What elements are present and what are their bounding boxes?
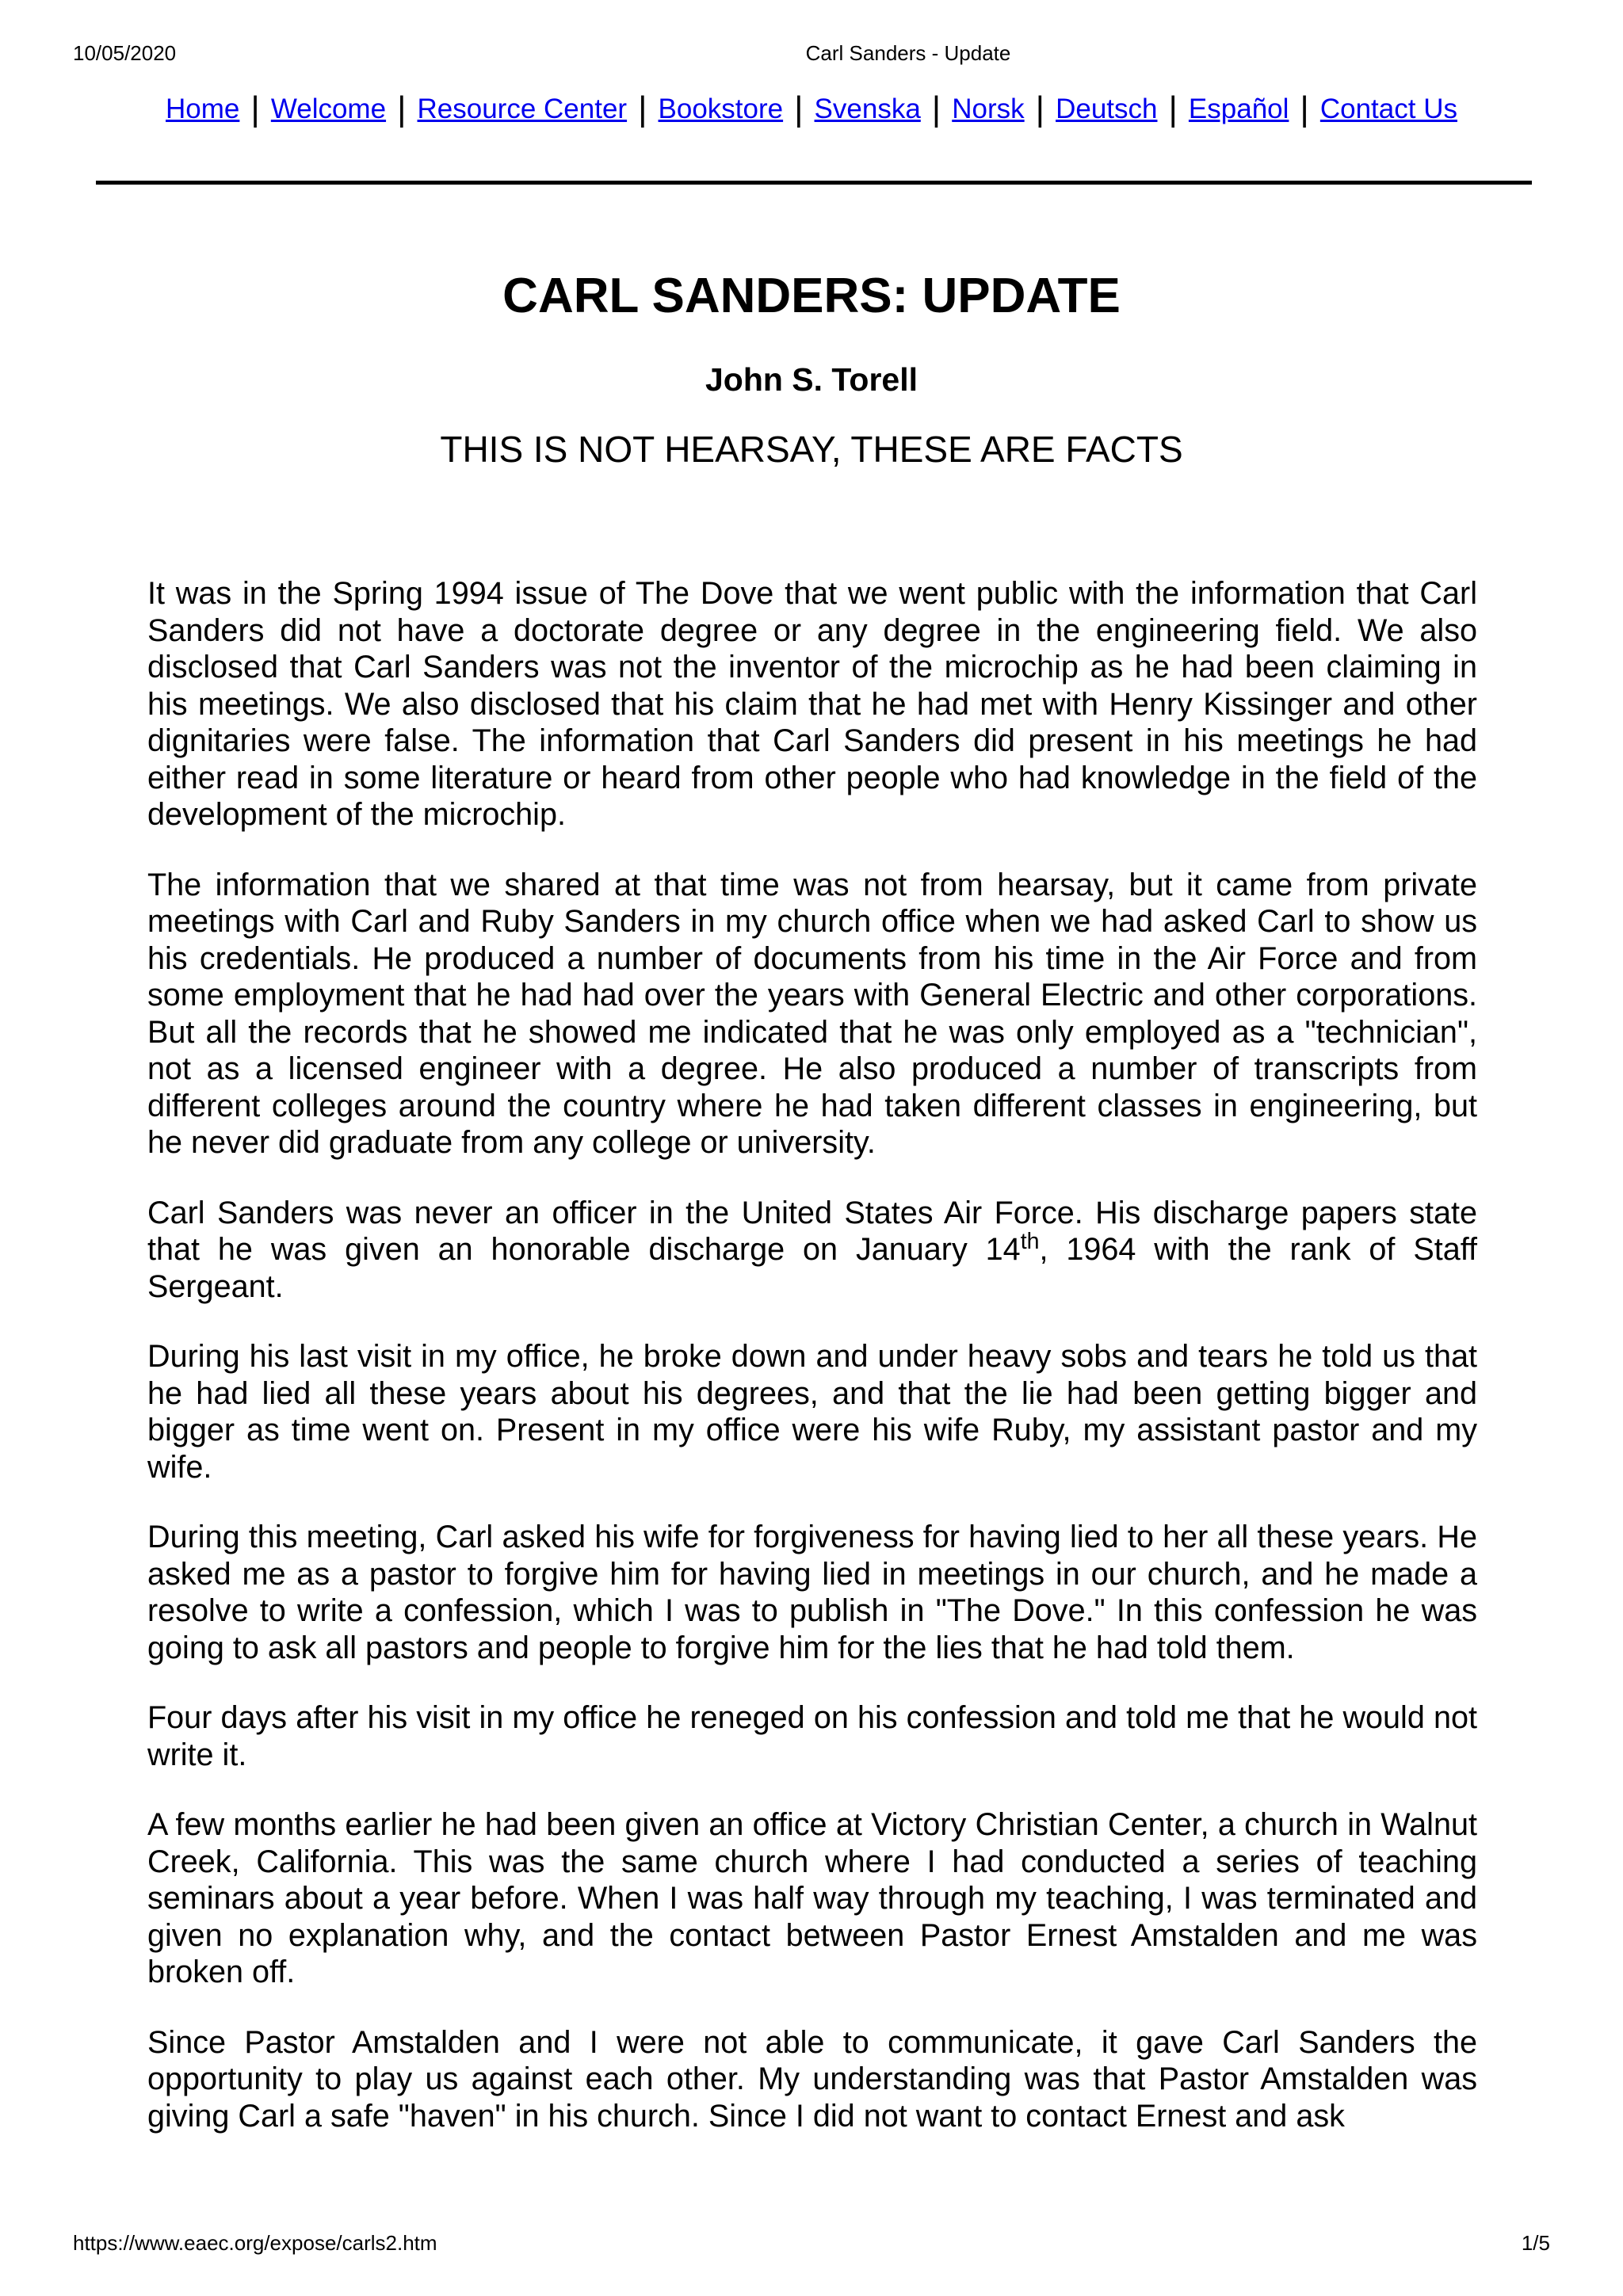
horizontal-divider (96, 181, 1532, 185)
paragraph: During his last visit in my office, he broke down and under heavy sobs and tears he told us that he had lied all these years about his degrees, and that the lie had been getting bigger and bigger as time went on. Present in my office were his wife Ruby, my assistant pastor and my wife. (147, 1339, 1477, 1485)
nav-separator: | (794, 90, 804, 128)
paragraph: Since Pastor Amstalden and I were not able to communicate, it gave Carl Sanders the opportunity to play us against each other. My understanding was that Pastor Amstalden was giving Carl a safe "haven" in his church. Since I did not want to contact Ernest and ask (147, 2024, 1477, 2134)
paragraph: A few months earlier he had been given an office at Victory Christian Center, a church in Walnut Creek, California. This was the same church where I had conducted a series of teaching seminars about a year before. When I was half way through my teaching, I was terminated and given no explanation why, and the contact between Pastor Ernest Amstalden and me was broken off. (147, 1807, 1477, 1989)
paragraph-text: Carl Sanders was never an officer in the United States Air Force. His discharge papers state that he was given an honorable discharge on January 14 (147, 1195, 1477, 1267)
nav-separator: | (931, 90, 941, 128)
nav-separator: | (1035, 90, 1045, 128)
paragraph (147, 1195, 1477, 1306)
nav-separator: | (638, 90, 647, 128)
print-date: 10/05/2020 (73, 41, 177, 65)
nav-link-norsk[interactable]: Norsk (952, 93, 1025, 124)
nav-link-deutsch[interactable]: Deutsch (1056, 93, 1158, 124)
article-author: John S. Torell (705, 361, 918, 398)
nav-link-bookstore[interactable]: Bookstore (658, 93, 784, 124)
print-page-number: 1/5 (1521, 2231, 1550, 2255)
article-title: CARL SANDERS: UPDATE (502, 269, 1121, 323)
article-subtitle: THIS IS NOT HEARSAY, THESE ARE FACTS (440, 429, 1183, 470)
nav-separator: | (1168, 90, 1178, 128)
paragraph: It was in the Spring 1994 issue of The Dove that we went public with the information that Carl Sanders did not have a doctorate degree or any degree in the engineering field. We also disclosed that Carl Sanders was not the inventor of the microchip as he had been claiming in his meetings. We also disclosed that his claim that he had met with Henry Kissinger and other dignitaries were false. The information that Carl Sanders did present in his meetings he had either read in some literature or heard from other people who had knowledge in the field of the development of the microchip. (147, 576, 1477, 832)
paragraph: During this meeting, Carl asked his wife for forgiveness for having lied to her all these years. He asked me as a pastor to forgive him for having lied in meetings in our church, and he made a resolve to write a confession, which I was to publish in "The Dove." In this confession he was going to ask all pastors and people to forgive him for the lies that he had told them. (147, 1520, 1477, 1665)
nav-link-contact-us[interactable]: Contact Us (1319, 93, 1457, 124)
nav-link-welcome[interactable]: Welcome (270, 93, 387, 124)
nav-separator: | (250, 90, 260, 128)
paragraph: Four days after his visit in my office he reneged on his confession and told me that he would not write it. (147, 1700, 1477, 1772)
nav-separator: | (397, 90, 407, 128)
top-navigation (0, 90, 1623, 128)
print-url: https://www.eaec.org/expose/carls2.htm (73, 2231, 437, 2255)
nav-link-espanol[interactable]: Español (1188, 93, 1289, 124)
paragraph: The information that we shared at that time was not from hearsay, but it came from private meetings with Carl and Ruby Sanders in my church office when we had asked Carl to show us his credentials. He produced a number of documents from his time in the Air Force and from some employment that he had had over the years with General Electric and other corporations. But all the records that he showed me indicated that he was only employed as a "technician", not as a licensed engineer with a degree. He also produced a number of transcripts from different colleges around the country where he had taken different classes in engineering, but he never did graduate from any college or university. (147, 867, 1477, 1160)
article-body (147, 575, 1477, 2168)
nav-separator: | (1300, 90, 1309, 128)
print-page-title: Carl Sanders - Update (805, 41, 1011, 65)
nav-link-home[interactable]: Home (166, 93, 240, 124)
nav-link-resource-center[interactable]: Resource Center (417, 93, 628, 124)
ordinal-suffix: th (1020, 1228, 1040, 1254)
nav-link-svenska[interactable]: Svenska (814, 93, 921, 124)
paragraph-text: , 1964 with the rank of Staff Sergeant. (147, 1232, 1477, 1304)
